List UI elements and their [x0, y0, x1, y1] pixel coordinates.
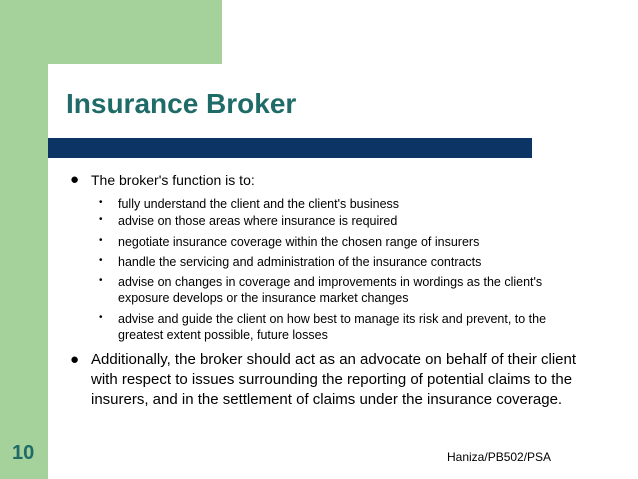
slide-title: Insurance Broker — [66, 88, 297, 119]
sub-bullet-text: negotiate insurance coverage within the chosen range of insurers — [118, 235, 480, 249]
sub-bullet-5 — [99, 274, 563, 306]
sub-bullet-3 — [99, 234, 588, 250]
sub-bullet-text: advise and guide the client on how best to manage its risk and prevent, to the greatest extent possible, future losses — [118, 312, 547, 342]
sub-bullet-2 — [99, 213, 588, 229]
sub-bullet-1 — [99, 196, 588, 212]
sub-bullet-6 — [99, 311, 588, 343]
bullet-intro — [70, 171, 255, 189]
sub-bullet-icon: • — [99, 214, 103, 225]
sub-bullet-text: handle the servicing and administration of the insurance contracts — [118, 255, 482, 269]
sub-bullet-icon: • — [99, 255, 103, 266]
bullet-additional-text: Additionally, the broker should act as an advocate on behalf of their client with respect to issues surrounding the reporting of potential claims to the insurers, and in the settlement of claims under the insurance coverage. — [91, 351, 577, 408]
bullet-intro-text: The broker's function is to: — [91, 172, 255, 188]
sub-bullet-icon: • — [99, 235, 103, 246]
bullet-icon: ● — [70, 351, 80, 368]
footer-credit: Haniza/PB502/PSA — [447, 450, 552, 464]
sub-bullet-icon: • — [99, 312, 103, 323]
sub-bullet-4 — [99, 254, 588, 270]
sub-bullet-text: advise on changes in coverage and improvements in wordings as the client's exposure develops or the insurance market changes — [118, 275, 543, 305]
sub-bullet-icon: • — [99, 197, 103, 208]
bullet-icon: ● — [70, 171, 80, 188]
slide-number: 10 — [12, 442, 35, 464]
bullet-additional — [70, 350, 581, 410]
sub-bullet-text: advise on those areas where insurance is required — [118, 214, 398, 228]
sub-bullet-text: fully understand the client and the client's business — [118, 197, 400, 211]
sub-bullet-icon: • — [99, 275, 103, 286]
